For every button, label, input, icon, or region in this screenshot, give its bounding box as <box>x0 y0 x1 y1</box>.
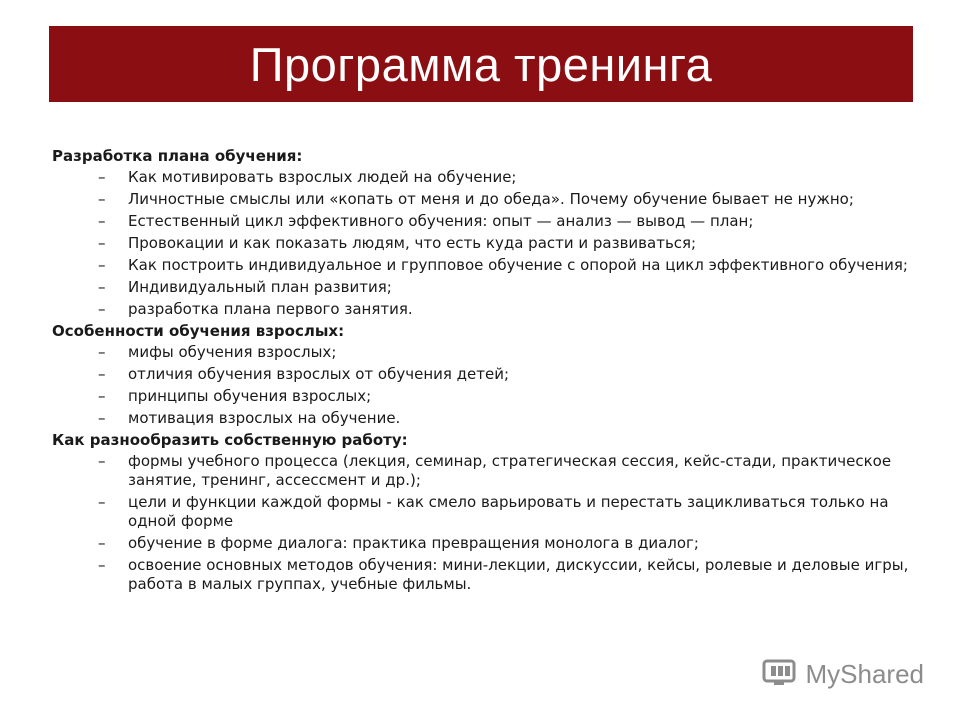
dash-bullet: – <box>98 300 106 318</box>
list-item-text: Естественный цикл эффективного обучения: опыт — анализ — вывод — план; <box>128 212 754 230</box>
dash-bullet: – <box>98 409 106 427</box>
section-adult-learning <box>52 322 912 428</box>
item-list <box>52 343 912 428</box>
list-item-text: принципы обучения взрослых; <box>128 387 372 405</box>
section-heading: Как разнообразить собственную работу: <box>52 431 408 449</box>
list-item-text: мотивация взрослых на обучение. <box>128 409 401 427</box>
section-plan <box>52 147 912 319</box>
list-item <box>52 409 912 428</box>
dash-bullet: – <box>98 278 106 296</box>
dash-bullet: – <box>98 212 106 230</box>
dash-bullet: – <box>98 556 106 574</box>
dash-bullet: – <box>98 168 106 186</box>
list-item-text: освоение основных методов обучения: мини-лекции, дискуссии, кейсы, ролевые и деловые игры, работа в малых группах, учебные фильмы. <box>128 556 909 593</box>
list-item-text: обучение в форме диалога: практика превращения монолога в диалог; <box>128 534 699 552</box>
dash-bullet: – <box>98 190 106 208</box>
list-item-text: Как построить индивидуальное и групповое обучение с опорой на цикл эффективного обучения; <box>128 256 908 274</box>
list-item-text: мифы обучения взрослых; <box>128 343 337 361</box>
list-item-text: Индивидуальный план развития; <box>128 278 392 296</box>
list-item-text: формы учебного процесса (лекция, семинар, стратегическая сессия, кейс-стади, практическое занятие, тренинг, ассессмент и др.); <box>128 452 892 489</box>
dash-bullet: – <box>98 534 106 552</box>
watermark-text: MyShared <box>805 659 924 689</box>
list-item-text: цели и функции каждой формы - как смело варьировать и перестать зацикливаться только на одной форме <box>128 493 889 530</box>
myshared-watermark <box>762 657 925 692</box>
slide-title: Программа тренинга <box>249 37 713 91</box>
dash-bullet: – <box>98 452 106 470</box>
list-item <box>52 343 912 362</box>
list-item-text: отличия обучения взрослых от обучения детей; <box>128 365 510 383</box>
dash-bullet: – <box>98 387 106 405</box>
list-item <box>52 212 912 231</box>
list-item-text: Провокации и как показать людям, что есть куда расти и развиваться; <box>128 234 697 252</box>
list-item <box>52 168 912 187</box>
list-item <box>52 452 912 490</box>
item-list <box>52 168 912 319</box>
list-item <box>52 534 912 553</box>
list-item <box>52 300 912 319</box>
list-item <box>52 256 912 275</box>
dash-bullet: – <box>98 234 106 252</box>
item-list <box>52 452 912 594</box>
title-bar <box>49 26 913 102</box>
list-item <box>52 556 912 594</box>
list-item <box>52 365 912 384</box>
slide-content <box>52 145 912 597</box>
list-item-text: разработка плана первого занятия. <box>128 300 413 318</box>
list-item-text: Как мотивировать взрослых людей на обучение; <box>128 168 517 186</box>
dash-bullet: – <box>98 256 106 274</box>
list-item <box>52 493 912 531</box>
list-item <box>52 387 912 406</box>
list-item <box>52 234 912 253</box>
list-item <box>52 190 912 209</box>
list-item <box>52 278 912 297</box>
myshared-logo-icon <box>762 657 798 692</box>
section-heading: Особенности обучения взрослых: <box>52 322 345 340</box>
dash-bullet: – <box>98 493 106 511</box>
section-diversify <box>52 431 912 594</box>
list-item-text: Личностные смыслы или «копать от меня и до обеда». Почему обучение бывает не нужно; <box>128 190 854 208</box>
dash-bullet: – <box>98 343 106 361</box>
dash-bullet: – <box>98 365 106 383</box>
section-heading: Разработка плана обучения: <box>52 147 303 165</box>
